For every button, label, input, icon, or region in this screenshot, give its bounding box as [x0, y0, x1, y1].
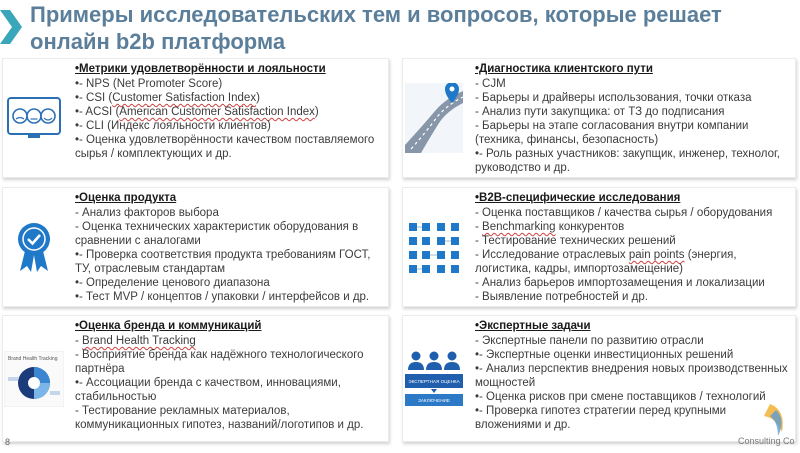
card-brand-evaluation [2, 315, 389, 442]
list-item: •- CLI (Индекс лояльности клиентов) [75, 120, 271, 132]
expert-bottom-label: ЗАКЛЮЧЕНИЕ [418, 397, 450, 403]
expert-team-icon [403, 316, 465, 441]
page-title: Примеры исследовательских тем и вопросов, которые решает онлайн b2b платформа [30, 2, 722, 54]
smiley-faces-icon [3, 59, 65, 177]
list-item: •- Оценка удовлетворённости качеством поставляемого сырья / комплектующих и др. [75, 134, 375, 160]
list-item: - Оценка поставщиков / качества сырья / оборудования [475, 207, 773, 219]
list-item: •- NPS (Net Promoter Score) [75, 78, 223, 90]
list-item: - Барьеры на этапе согласования внутри компании (техника, финансы, безопасность) [475, 120, 749, 146]
list-item: •- Анализ перспектив внедрения новых производственных мощностей [475, 363, 788, 389]
list-item: •- Проверка соответствия продукта требованиям ГОСТ, ТУ, отраслевым стандартам [75, 249, 371, 275]
card-heading: •Оценка продукта [75, 192, 177, 204]
card-product-evaluation [2, 187, 389, 307]
brand-health-diagram [3, 316, 65, 441]
list-item: - Тестирование рекламных материалов, коммуникационных гипотез, названий/логотипов и др. [75, 405, 364, 431]
card-customer-journey [402, 58, 796, 178]
card-heading: •B2B-специфические исследования [475, 192, 681, 204]
list-item: •- Оценка рисков при смене поставщиков / технологий [475, 391, 766, 403]
quality-badge-icon [3, 188, 65, 306]
list-item: - Тестирование технических решений [475, 235, 676, 247]
list-item: •- ACSI (American Customer Satisfaction Index) [75, 106, 319, 118]
list-item: - Восприятие бренда как надёжного технологического партнёра [75, 349, 364, 375]
list-item: •- Определение ценового диапазона [75, 277, 270, 289]
title-chevron-icon [0, 10, 22, 44]
card-heading: •Экспертные задачи [475, 320, 591, 332]
card-heading: •Метрики удовлетворённости и лояльности [75, 63, 326, 75]
list-item: - Анализ факторов выбора [75, 207, 219, 219]
list-item: •- Роль разных участников: закупщик, инженер, технолог, руководство и др. [475, 148, 780, 174]
card-b2b-research [402, 187, 796, 307]
list-item: - Экспертные панели по развитию отрасли [475, 335, 704, 347]
list-item: - Выявление потребностей и др. [475, 291, 648, 303]
brand-diagram-label: Brand Health Tracking [8, 355, 58, 362]
list-item: - Оценка технических характеристик оборудования в сравнении с аналогами [75, 221, 359, 247]
list-item: - Исследование отраслевых pain points (энергия, логистика, кадры, импортозамещение) [475, 249, 737, 275]
org-chart-icon [403, 188, 465, 306]
expert-top-label: ЭКСПЕРТНАЯ ОЦЕНКА [408, 378, 460, 384]
list-item: •- Ассоциации бренда с качеством, инновациями, стабильностью [75, 377, 341, 403]
list-item: - Анализ пути закупщика: от ТЗ до подписания [475, 106, 725, 118]
list-item: - CJM [475, 78, 506, 90]
card-heading: •Диагностика клиентского пути [475, 63, 653, 75]
company-logo-text: Consulting Co [738, 436, 795, 446]
list-item: •- Проверка гипотез стратегии перед крупными вложениями и др. [475, 405, 727, 431]
list-item: •- Экспертные оценки инвестиционных решений [475, 349, 734, 361]
list-item: - Benchmarking конкурентов [475, 221, 625, 233]
list-item: - Brand Health Tracking [75, 335, 196, 347]
road-pin-icon [403, 59, 465, 177]
card-satisfaction-metrics [2, 58, 389, 178]
list-item: •- Тест MVP / концептов / упаковки / интерфейсов и др. [75, 291, 370, 303]
page-number: 8 [5, 437, 11, 447]
list-item: - Барьеры и драйверы использования, точки отказа [475, 92, 752, 104]
list-item: - Анализ барьеров импортозамещения и локализации [475, 277, 765, 289]
card-heading: •Оценка бренда и коммуникаций [75, 320, 262, 332]
list-item: •- CSI (Customer Satisfaction Index) [75, 92, 260, 104]
